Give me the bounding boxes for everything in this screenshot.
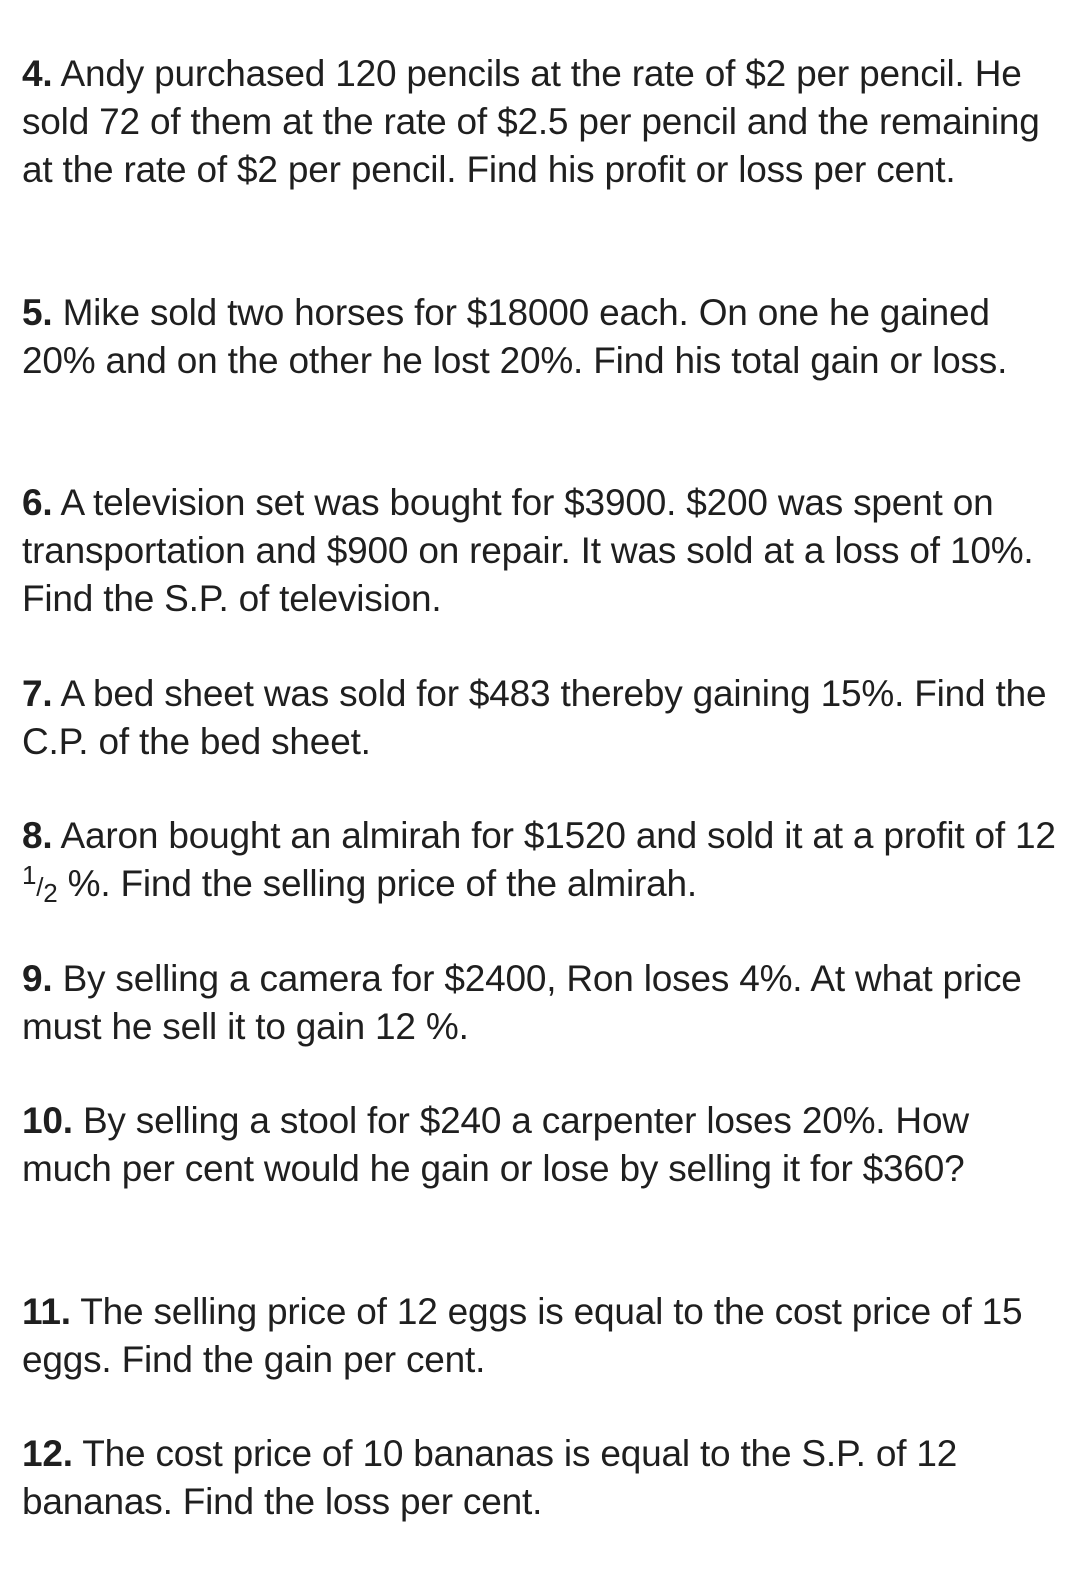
fraction-numerator: 1 [22,860,37,890]
problem-number: 4. [22,53,53,94]
problem-number: 6. [22,482,53,523]
problem-number: 7. [22,673,53,714]
fraction-denominator: 2 [43,878,58,908]
problem-7 [22,670,1062,766]
problem-number: 11. [22,1291,71,1332]
problem-5 [22,289,1062,385]
problem-text: A bed sheet was sold for $483 thereby gaining 15%. Find the C.P. of the bed sheet. [22,673,1047,762]
problem-number: 8. [22,815,53,856]
problem-number: 10. [22,1100,73,1141]
problem-6 [22,479,1062,623]
fraction [22,860,58,908]
problem-text: Mike sold two horses for $18000 each. On one he gained 20% and on the other he lost 20%. Find his total gain or loss. [22,292,1008,381]
problem-text-after: %. Find the selling price of the almirah. [67,863,697,904]
problem-number: 12. [22,1433,73,1474]
problem-text: The selling price of 12 eggs is equal to the cost price of 15 eggs. Find the gain per cent. [22,1291,1023,1380]
problem-text: By selling a stool for $240 a carpenter loses 20%. How much per cent would he gain or lose by selling it for $360? [22,1100,969,1189]
problem-text: Andy purchased 120 pencils at the rate of $2 per pencil. He sold 72 of them at the rate of $2.5 per pencil and the remaining at the rate of $2 per pencil. Find his profit or loss per cent. [22,53,1040,190]
problem-11 [22,1288,1062,1384]
problem-text: By selling a camera for $2400, Ron loses 4%. At what price must he sell it to gain 12 %. [22,958,1022,1047]
problem-number: 9. [22,958,53,999]
problem-10 [22,1097,1062,1193]
problem-9 [22,955,1062,1051]
problem-8 [22,812,1062,908]
problem-4 [22,50,1062,194]
problem-number: 5. [22,292,53,333]
problem-text-before: Aaron bought an almirah for $1520 and sold it at a profit of 12 [60,815,1056,856]
problem-12 [22,1430,1062,1526]
problem-text: The cost price of 10 bananas is equal to the S.P. of 12 bananas. Find the loss per cent. [22,1433,958,1522]
problem-text: A television set was bought for $3900. $200 was spent on transportation and $900 on repair. It was sold at a loss of 10%. Find the S.P. of television. [22,482,1034,619]
fraction-slash: / [36,872,44,902]
